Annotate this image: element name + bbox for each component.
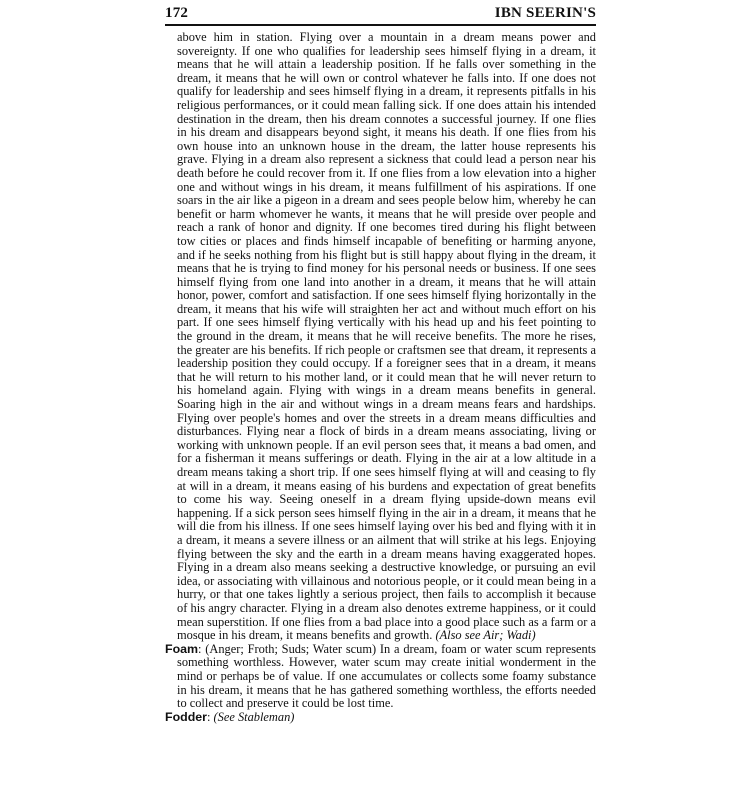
entry-foam <box>165 643 596 711</box>
headword-separator: : <box>207 709 214 724</box>
entry-flying-continuation <box>165 31 596 643</box>
headword: Fodder <box>165 709 207 724</box>
running-head <box>165 4 596 22</box>
book-page <box>165 4 596 724</box>
entry-text: above him in station. Flying over a mountain in a dream means power and sovereignty. If one who qualifies for leadership sees himself flying in a dream, it means that he will attain a leadership position. If he falls over something in the dream, it means that he will own or control whatever he falls into. If one does not qualify for leadership and sees himself flying in a dream, it represents pitfalls in his religious performances, or it could mean falling sick. If one does attain his intended destination in the dream, then his dream connotes a successful journey. If one flies in his dream and disappears beyond sight, it means his death. If one flies from his own house into an unknown house in the dream, the latter house represents his grave. Flying in a dream also represent a sickness that could lead a person near his death before he could recover from it. If one flies from a low elevation into a higher one and without wings in his dream, it means fulfillment of his aspirations. If one soars in the air like a pigeon in a dream and sees people below him, whereby he can benefit or harm whomever he wants, it means that he will preside over people and reach a rank of honor and dignity. If one becomes tired during his flight between tow cities or places and finds himself incapable of benefiting or harming anyone, and if he seeks nothing from his flight but is still happy about flying in the dream, it means that he is trying to find money for his personal needs or business. If one sees himself flying from one land into another in a dream, it means that he will attain honor, power, comfort and satisfaction. If one sees himself flying horizontally in the dream, it means that his wife will straighten her act and without much effort on his part. If one sees himself flying vertically with his head up and his feet pointing to the ground in the dream, it means that he will receive benefits. The more he rises, the greater are his benefits. If rich people or craftsmen see that dream, it represents a leadership position they could occupy. If a foreigner sees that in a dream, it means that he will return to his mother land, or it could mean that he will never return to his homeland again. Flying with wings in a dream means benefits in general. Soaring high in the air and without wings in a dream means fears and hardships. Flying over people's homes and over the streets in a dream means difficulties and disturbances. Flying near a flock of birds in a dream means associating, living or working with unknown people. If an evil person sees that, it means a bad omen, and for a fisherman it means sufferings or death. Flying in the air at a low altitude in a dream means taking a short trip. If one sees himself flying at will and ceasing to fly at will in a dream, it means easing of his burdens and expectation of great benefits to come his way. Seeing oneself in a dream flying upside-down means evil happening. If a sick person sees himself flying in the air in a dream, it means that he will die from his illness. If one sees himself laying over his bed and flying with it in a dream, it means a severe illness or an ailment that will strike at his legs. Enjoying flying between the sky and the earth in a dream means having exaggerated hopes. Flying in a dream also means seeking a destructive knowledge, or pursuing an evil idea, or associating with villainous and notorious people, or it could mean being in a hurry, or that one takes lightly a serious project, then fails to accomplish it because of his angry character. Flying in a dream also denotes extreme happiness, or it could mean superstition. If one flies from a bad place into a good place such as a farm or a mosque in his dream, it means benefits and growth. <box>177 30 596 643</box>
cross-reference: (See Stableman) <box>213 709 295 724</box>
entry-text: (Anger; Froth; Suds; Water scum) In a dream, foam or water scum represents something worthless. However, water scum may create initial wonderment in the mind or perhaps be of value. If one accumulates or collects some foamy substance in his dream, it means that he has gathered something worthless, the efforts needed to collect and preserve it could be lost time. <box>177 641 596 711</box>
book-title: IBN SEERIN'S <box>494 5 596 21</box>
cross-reference: (Also see Air; Wadi) <box>435 628 536 643</box>
entry-fodder <box>165 711 596 725</box>
page-number: 172 <box>165 5 189 21</box>
headword-separator: : <box>198 641 206 656</box>
header-rule <box>165 24 596 26</box>
dictionary-body <box>165 31 596 724</box>
headword: Foam <box>165 641 199 656</box>
